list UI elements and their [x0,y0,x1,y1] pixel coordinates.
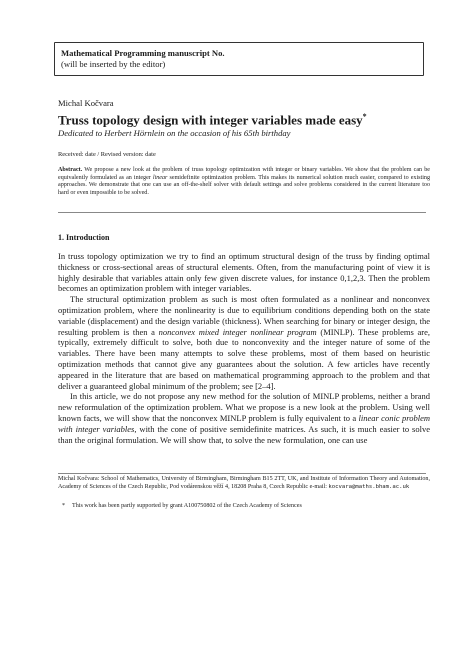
paragraph-2-emphasis: nonconvex mixed integer nonlinear program [158,326,317,337]
abstract-emphasis: linear [152,174,168,181]
paragraph-3 [58,391,430,445]
paragraph-2-b: (MINLP). These problems are, typically, extremely difficult to solve, both due to nonconvexity and the integer nature of some of the variables. There have been many attempts to solve these problems, most of them based on heuristic optimization methods that cannot give any guarantees about the solution. A few articles have recently appeared in the literature that are based on mathematical programming approach to the problem and that deliver a guaranteed global minimum of the problem; see [2–4]. [58,326,430,391]
body-text [58,251,430,445]
dedication: Dedicated to Herbert Hörnlein on the occasion of his 65th birthday [58,128,291,138]
paragraph-3-a: In this article, we do not propose any new method for the solution of MINLP problems, neither a brand new reformulation of the optimization problem. What we propose is a new look at the problem. Using well known facts, we will show that the nonconvex MINLP problem is fully equivalent to a [58,391,430,423]
paragraph-3-b: , with the cone of positive semidefinite matrices. As such, it is much easier to solve than the original formulation. We will show that, to solve the new formulation, one can use [58,423,430,445]
manuscript-title: Mathematical Programming manuscript No. [61,48,225,58]
footnote-mark: * [62,503,66,509]
section-heading: 1. Introduction [58,233,110,242]
paragraph-2 [58,294,430,391]
affiliation-text: Michal Kočvara: School of Mathematics, University of Birmingham, Birmingham B15 2TT, UK, and Institute of Information Theory and Automation, Academy of Sciences of the Czech Republic, Pod vodárenskou věží 4, 18208 Praha 8, Czech Republic e-mail: [58,476,430,490]
abstract-divider [58,212,426,213]
abstract-text-a: We propose a new look at the problem of truss topology optimization with integer or binary variables. We show that the problem can be equivalently formulated as an integer [58,167,430,181]
paper-title [58,109,428,128]
title-footnote-mark: * [362,112,367,121]
abstract-label: Abstract. [58,167,83,173]
paragraph-1: In truss topology optimization we try to find an optimum structural design of the truss by finding optimal thickness or cross-sectional areas of structural elements. Often, from the manufacturing point of view it is highly desirable that variables attain only few given discrete values, for instance 0,1,2,3. Then the problem becomes an optimization problem with integer variables. [58,251,430,294]
paragraph-2-a: The structural optimization problem as such is most often formulated as a nonlinear and nonconvex optimization problem, where the nonlinearity is due to equilibrium conditions depending both on the state variable (displacement) and the design variable (thickness). When searching for binary or integer design, the resulting problem is then a [58,294,430,337]
author-email[interactable]: kocvara@maths.bham.ac.uk [328,483,410,490]
received-date: Received: date / Revised version: date [58,151,156,158]
paper-title-text: Truss topology design with integer variables made easy [58,112,363,128]
manuscript-info-box [54,42,424,76]
abstract-text-b: semidefinite optimization problem. This makes its numerical solution much easier, compared to existing approaches. We demonstrate that one can use an off-the-shelf solver with default settings and solve problems considered in the current literature too hard or even impossible to be solved. [58,174,431,196]
author-affiliation [58,476,430,491]
footnote-divider [58,473,426,474]
author-name: Michal Kočvara [58,98,114,108]
manuscript-note: (will be inserted by the editor) [61,58,166,69]
paragraph-3-emphasis: linear conic problem with integer variables [58,412,430,434]
footnote-text: This work has been partly supported by grant A100750802 of the Czech Academy of Sciences [72,503,302,509]
footnote [62,503,434,511]
abstract [58,167,430,197]
